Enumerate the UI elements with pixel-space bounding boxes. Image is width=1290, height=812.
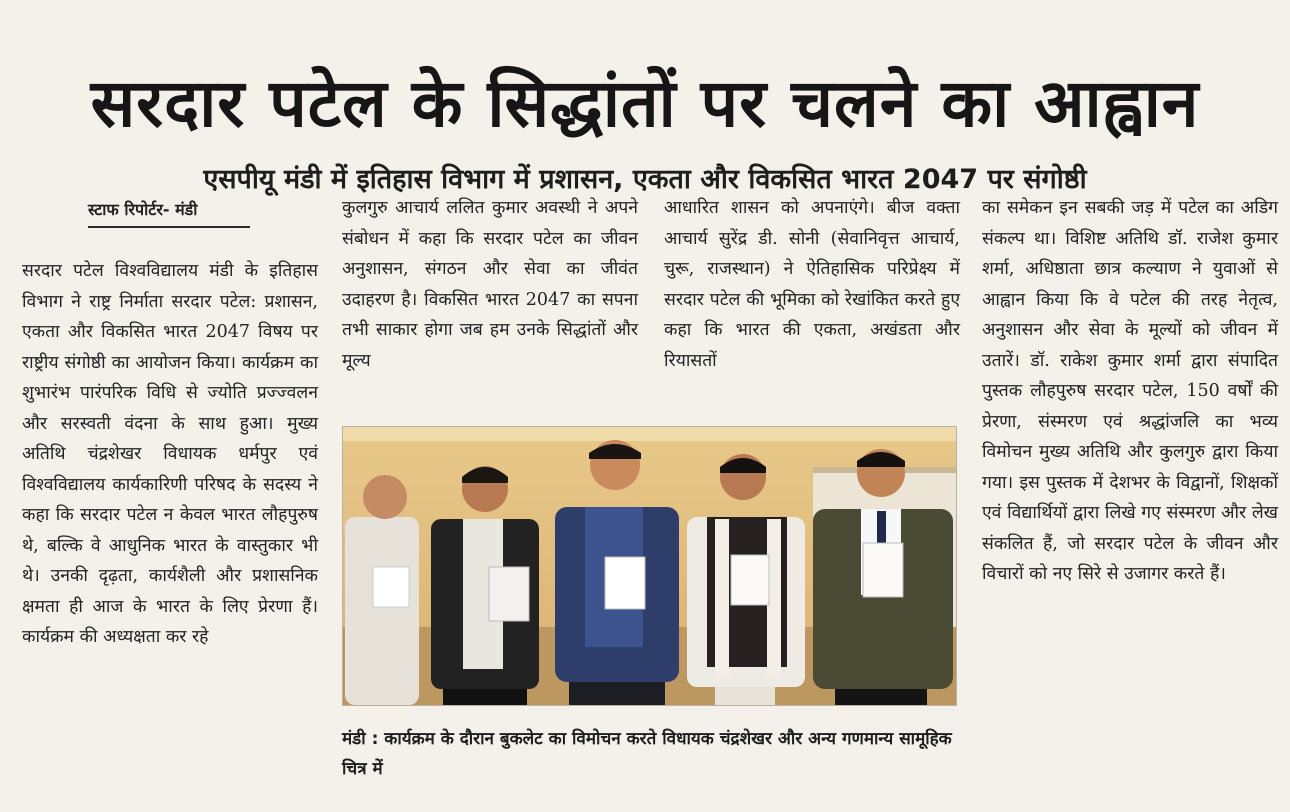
article-column-3: आधारित शासन को अपनाएंगे। बीज वक्ता आचार्य सुरेंद्र डी. सोनी (सेवानिवृत्त आचार्य, चुरू, राजस्थान) ने ऐतिहासिक परिप्रेक्ष्य में सरदार पटेल की भूमिका को रेखांकित करते हुए कहा कि भारत की एकता, अखंडता और रियासतों (664, 198, 960, 371)
subheadline: एसपीयू मंडी में इतिहास विभाग में प्रशासन, एकता और विकसित भारत 2047 पर संगोष्ठी (203, 164, 1087, 196)
headline: सरदार पटेल के सिद्धांतों पर चलने का आह्वान (90, 65, 1200, 143)
photo-caption: मंडी : कार्यक्रम के दौरान बुकलेट का विमोचन करते विधायक चंद्रशेखर और अन्य गणमान्य सामूहिक चित्र में (342, 729, 952, 779)
article-column-4: का समेकन इन सबकी जड़ में पटेल का अडिग संकल्प था। विशिष्ट अतिथि डॉ. राजेश कुमार शर्मा, अधिष्ठाता छात्र कल्याण ने युवाओं से आह्वान किया कि वे पटेल की तरह नेतृत्व, अनुशासन और सेवा के मूल्यों को जीवन में उतारें। डॉ. राकेश कुमार शर्मा द्वारा संपादित पुस्तक लौहपुरुष सरदार पटेल, 150 वर्षों की प्रेरणा, संस्मरण एवं श्रद्धांजलि का भव्य विमोचन मुख्य अतिथि और कुलगुरु द्वारा किया गया। इस पुस्तक में देशभर के विद्वानों, शिक्षकों एवं विद्यार्थियों द्वारा लिखे गए संस्मरण और लेख संकलित हैं, जो सरदार पटेल के जीवन और विचारों को नए सिरे से उजागर करते हैं। (982, 198, 1278, 584)
article-column-1: सरदार पटेल विश्वविद्यालय मंडी के इतिहास विभाग ने राष्ट्र निर्माता सरदार पटेल: प्रशासन, एकता और विकसित भारत 2047 विषय पर राष्ट्रीय संगोष्ठी का आयोजन किया। कार्यक्रम का शुभारंभ पारंपरिक विधि से ज्योति प्रज्ज्वलन और सरस्वती वंदना के साथ हुआ। मुख्य अतिथि चंद्रशेखर विधायक धर्मपुर एवं विश्वविद्यालय कार्यकारिणी परिषद के सदस्य ने कहा कि सरदार पटेल न केवल भारत लौहपुरुष थे, बल्कि वे आधुनिक भारत के वास्तुकार भी थे। उनकी दृढ़ता, कार्यशैली और प्रशासनिक क्षमता ही आज के भारत के लिए प्रेरणा हैं। कार्यक्रम की अध्यक्षता कर रहे (22, 261, 318, 647)
byline: स्टाफ रिपोर्टर- मंडी (88, 198, 250, 228)
event-photo (342, 426, 957, 706)
article-column-2: कुलगुरु आचार्य ललित कुमार अवस्थी ने अपने संबोधन में कहा कि सरदार पटेल का जीवन अनुशासन, संगठन और सेवा का जीवंत उदाहरण है। विकसित भारत 2047 का सपना तभी साकार होगा जब हम उनके सिद्धांतों और मूल्य (342, 198, 638, 371)
